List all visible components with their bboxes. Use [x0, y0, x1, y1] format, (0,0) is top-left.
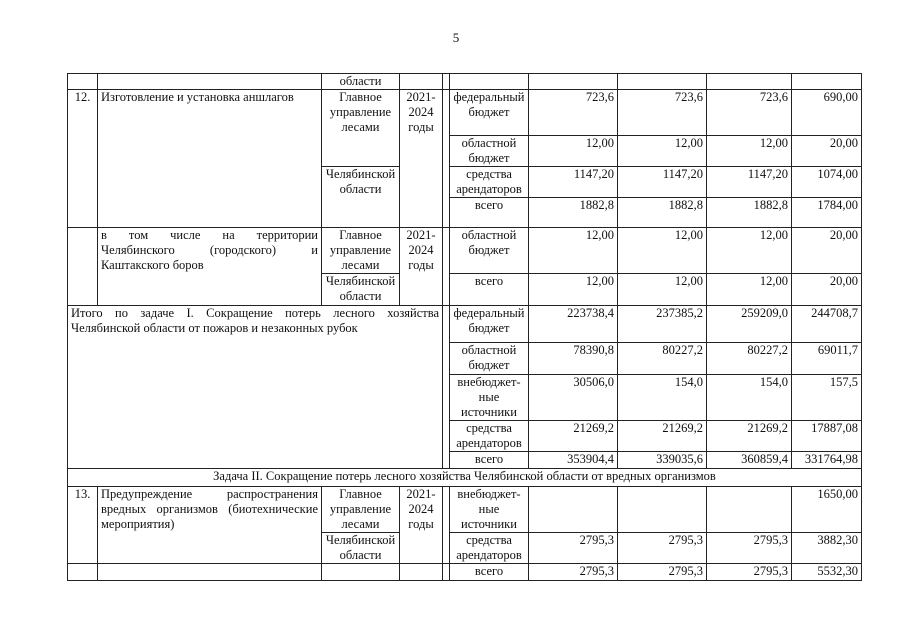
period-cell — [400, 74, 443, 90]
value-cell: 12,00 — [707, 228, 792, 274]
value-cell: 154,0 — [618, 375, 707, 421]
value-cell: 12,00 — [618, 274, 707, 306]
value-cell — [707, 74, 792, 90]
value-cell — [529, 487, 618, 533]
spacer-cell — [443, 564, 450, 581]
executor-bottom: Челябинской области — [322, 167, 400, 228]
value-cell: 339035,6 — [618, 452, 707, 469]
value-cell: 331764,98 — [792, 452, 862, 469]
value-cell: 1147,20 — [618, 167, 707, 198]
table-row — [68, 90, 862, 136]
spacer-cell — [443, 74, 450, 90]
value-cell: 1882,8 — [529, 198, 618, 228]
value-cell: 353904,4 — [529, 452, 618, 469]
table-row — [68, 306, 862, 343]
value-cell: 80227,2 — [618, 343, 707, 375]
period-cell: 2021-2024 годы — [400, 228, 443, 306]
value-cell: 1074,00 — [792, 167, 862, 198]
measure-name: Изготовление и установка аншлагов — [98, 90, 322, 228]
measure-name — [98, 564, 322, 581]
value-cell: 12,00 — [618, 228, 707, 274]
value-cell: 21269,2 — [618, 421, 707, 452]
executor-top: Главное управление лесами — [322, 228, 400, 274]
value-cell: 154,0 — [707, 375, 792, 421]
value-cell: 259209,0 — [707, 306, 792, 343]
value-cell: 20,00 — [792, 136, 862, 167]
table-row — [68, 564, 862, 581]
table-row — [68, 469, 862, 487]
value-cell: 30506,0 — [529, 375, 618, 421]
value-cell: 723,6 — [618, 90, 707, 136]
period-cell: 2021-2024 годы — [400, 487, 443, 564]
page-number: 5 — [452, 30, 460, 45]
value-cell: 244708,7 — [792, 306, 862, 343]
value-cell: 20,00 — [792, 274, 862, 306]
funding-source: средства арендаторов — [450, 167, 529, 198]
name-cell — [98, 74, 322, 90]
executor-bottom: Челябинской области — [322, 274, 400, 306]
table-row — [68, 74, 862, 90]
funding-source: внебюджет-ные источники — [450, 375, 529, 421]
funding-source: средства арендаторов — [450, 533, 529, 564]
value-cell: 223738,4 — [529, 306, 618, 343]
value-cell: 12,00 — [618, 136, 707, 167]
funding-source: областной бюджет — [450, 343, 529, 375]
task-total-label: Итого по задаче I. Сокращение потерь лесного хозяйства Челябинской области от пожаров и незаконных рубок — [68, 306, 443, 469]
spacer-cell — [443, 228, 450, 306]
row-number — [68, 228, 98, 306]
funding-source: федеральный бюджет — [450, 306, 529, 343]
value-cell: 12,00 — [529, 228, 618, 274]
value-cell — [792, 74, 862, 90]
executor-top: Главное управление лесами — [322, 90, 400, 167]
value-cell: 723,6 — [707, 90, 792, 136]
funding-source: областной бюджет — [450, 136, 529, 167]
value-cell: 12,00 — [707, 136, 792, 167]
value-cell: 21269,2 — [707, 421, 792, 452]
value-cell: 80227,2 — [707, 343, 792, 375]
value-cell: 1882,8 — [707, 198, 792, 228]
funding-source: федеральный бюджет — [450, 90, 529, 136]
value-cell: 237385,2 — [618, 306, 707, 343]
row-number: 13. — [68, 487, 98, 564]
value-cell: 2795,3 — [618, 564, 707, 581]
executor-bottom: Челябинской области — [322, 533, 400, 564]
table-row — [68, 228, 862, 274]
value-cell: 2795,3 — [707, 533, 792, 564]
value-cell — [529, 74, 618, 90]
value-cell: 1147,20 — [707, 167, 792, 198]
measure-name: в том числе на территории Челябинского (городского) и Каштакского боров — [98, 228, 322, 306]
funding-source: внебюджет-ные источники — [450, 487, 529, 533]
row-number — [68, 564, 98, 581]
value-cell: 5532,30 — [792, 564, 862, 581]
measure-name: Предупреждение распространения вредных организмов (биотехнические мероприятия) — [98, 487, 322, 564]
value-cell: 2795,3 — [529, 564, 618, 581]
value-cell: 21269,2 — [529, 421, 618, 452]
value-cell: 157,5 — [792, 375, 862, 421]
task-header: Задача II. Сокращение потерь лесного хозяйства Челябинской области от вредных организмов — [68, 469, 862, 487]
value-cell: 360859,4 — [707, 452, 792, 469]
value-cell: 1784,00 — [792, 198, 862, 228]
funding-source: всего — [450, 564, 529, 581]
period-cell — [400, 564, 443, 581]
value-cell: 1650,00 — [792, 487, 862, 533]
value-cell: 12,00 — [707, 274, 792, 306]
funding-source: областной бюджет — [450, 228, 529, 274]
num-cell — [68, 74, 98, 90]
value-cell: 69011,7 — [792, 343, 862, 375]
executor-top: Главное управление лесами — [322, 487, 400, 533]
value-cell: 690,00 — [792, 90, 862, 136]
value-cell — [618, 487, 707, 533]
value-cell — [618, 74, 707, 90]
value-cell: 2795,3 — [529, 533, 618, 564]
row-number: 12. — [68, 90, 98, 228]
funding-source: всего — [450, 274, 529, 306]
value-cell: 723,6 — [529, 90, 618, 136]
executor-cell: области — [322, 74, 400, 90]
value-cell — [707, 487, 792, 533]
value-cell: 78390,8 — [529, 343, 618, 375]
funding-source: средства арендаторов — [450, 421, 529, 452]
value-cell: 1147,20 — [529, 167, 618, 198]
budget-table — [67, 73, 862, 581]
value-cell: 12,00 — [529, 274, 618, 306]
value-cell: 12,00 — [529, 136, 618, 167]
source-cell — [450, 74, 529, 90]
table-row — [68, 487, 862, 533]
funding-source: всего — [450, 198, 529, 228]
value-cell: 2795,3 — [618, 533, 707, 564]
value-cell: 2795,3 — [707, 564, 792, 581]
period-cell: 2021-2024 годы — [400, 90, 443, 228]
executor-cell — [322, 564, 400, 581]
spacer-cell — [443, 306, 450, 469]
value-cell: 1882,8 — [618, 198, 707, 228]
spacer-cell — [443, 90, 450, 228]
value-cell: 17887,08 — [792, 421, 862, 452]
spacer-cell — [443, 487, 450, 564]
value-cell: 20,00 — [792, 228, 862, 274]
funding-source: всего — [450, 452, 529, 469]
value-cell: 3882,30 — [792, 533, 862, 564]
